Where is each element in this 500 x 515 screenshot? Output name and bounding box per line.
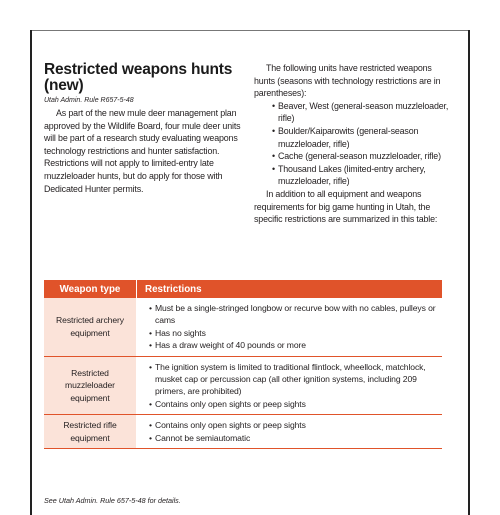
restrictions-cell bbox=[137, 415, 443, 449]
restriction-item: • Has no sights bbox=[149, 327, 206, 338]
left-column bbox=[44, 62, 250, 195]
unit-item: • Cache (general-season muzzleloader, rifle) bbox=[272, 151, 441, 162]
closing-paragraph: In addition to all equipment and weapons requirements for big game hunting in Utah, the specific restrictions are summarized in this table: bbox=[254, 188, 438, 225]
header-weapon-type: Weapon type bbox=[44, 280, 137, 298]
section-title: Restricted weapons hunts (new) bbox=[44, 61, 233, 94]
table-header-row bbox=[44, 280, 442, 298]
restriction-item: • The ignition system is limited to traditional flintlock, wheellock, matchlock, musket cap or percussion cap (all other ignition systems, including 209 primers, are prohibited) bbox=[149, 361, 426, 397]
weapon-type-cell: Restricted muzzleloader equipment bbox=[44, 356, 137, 415]
restrictions-cell bbox=[137, 356, 443, 415]
unit-item: • Boulder/Kaiparowits (general-season muzzleloader, rifle) bbox=[272, 125, 419, 149]
table-row bbox=[44, 356, 442, 415]
rule-reference: Utah Admin. Rule R657-5-48 bbox=[44, 97, 134, 104]
header-restrictions: Restrictions bbox=[137, 280, 443, 298]
right-column bbox=[254, 62, 452, 226]
restriction-item: • Must be a single-stringed longbow or recurve bow with no cables, pulleys or cams bbox=[149, 303, 436, 326]
restrictions-cell bbox=[137, 298, 443, 356]
page-frame-right bbox=[468, 30, 470, 515]
page-frame-top bbox=[30, 30, 470, 31]
intro-paragraph: As part of the new mule deer management plan approved by the Wildlife Board, four mule deer units will be part of a research study evaluating weapons technology restrictions and hunter satisfaction. Restrictions will not apply to limited-entry late muzzleloader hunts, but do apply for those with Dedicated Hunter permits. bbox=[44, 108, 241, 194]
restriction-item: • Has a draw weight of 40 pounds or more bbox=[149, 340, 306, 351]
table-row bbox=[44, 298, 442, 356]
units-list bbox=[254, 100, 452, 188]
unit-item: • Beaver, West (general-season muzzleloader, rifle) bbox=[272, 100, 449, 124]
page-frame-left bbox=[30, 30, 32, 515]
table-row bbox=[44, 415, 442, 449]
restriction-item: • Contains only open sights or peep sights bbox=[149, 398, 306, 409]
restriction-item: • Cannot be semiautomatic bbox=[149, 432, 251, 443]
weapon-type-cell: Restricted rifle equipment bbox=[44, 415, 137, 449]
weapon-type-cell: Restricted archery equipment bbox=[44, 298, 137, 356]
footnote: See Utah Admin. Rule 657-5-48 for details. bbox=[44, 496, 181, 505]
restriction-item: • Contains only open sights or peep sights bbox=[149, 420, 306, 431]
unit-item: • Thousand Lakes (limited-entry archery, muzzleloader, rifle) bbox=[272, 163, 426, 187]
restrictions-table bbox=[44, 280, 442, 449]
units-intro: The following units have restricted weapons hunts (seasons with technology restrictions are in parentheses): bbox=[254, 63, 441, 99]
